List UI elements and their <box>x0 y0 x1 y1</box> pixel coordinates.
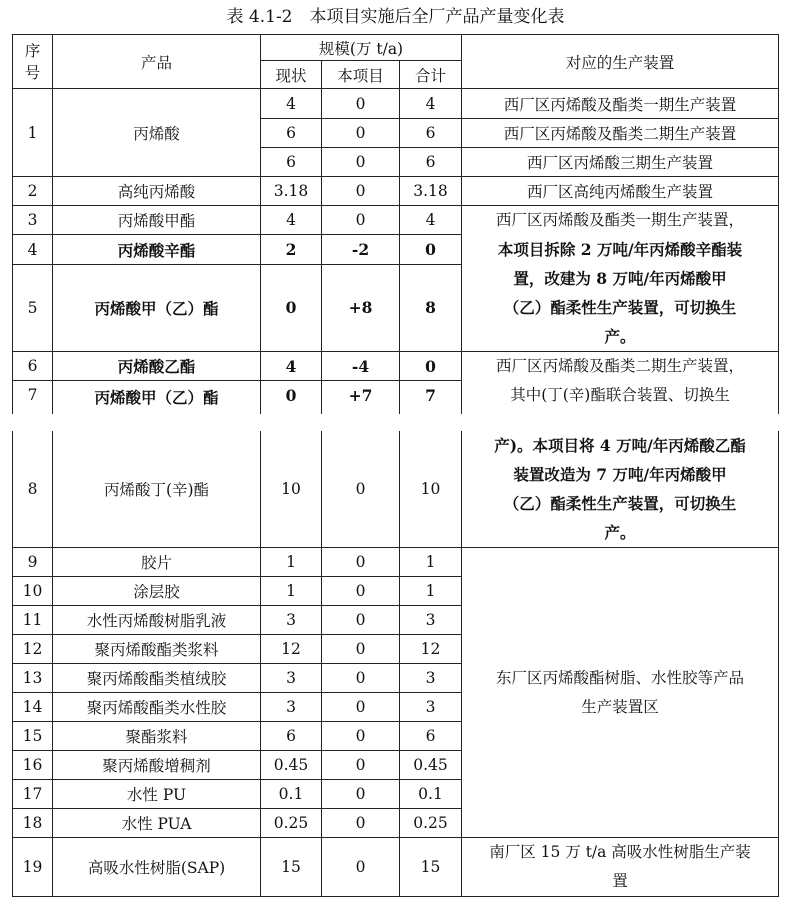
header-device: 对应的生产装置 <box>462 35 779 89</box>
cell-device: 西厂区丙烯酸及酯类二期生产装置 <box>462 119 779 148</box>
row-no: 8 <box>13 431 53 548</box>
device-line: 置 <box>612 872 628 890</box>
row-no: 17 <box>13 780 53 809</box>
row-no: 12 <box>13 635 53 664</box>
cell-project: 0 <box>322 664 400 693</box>
cell-total: 1 <box>400 548 462 577</box>
cell-total: 6 <box>400 722 462 751</box>
row-product: 水性丙烯酸树脂乳液 <box>53 606 261 635</box>
device-line: 产。 <box>604 327 636 346</box>
row-product: 水性 PUA <box>53 809 261 838</box>
cell-device: 西厂区高纯丙烯酸生产装置 <box>462 177 779 206</box>
device-line: 本项目拆除 2 万吨/年丙烯酸辛酯装 <box>497 240 743 259</box>
header-project: 本项目 <box>322 61 400 89</box>
row-no: 7 <box>13 381 53 414</box>
device-line: （乙）酯柔性生产装置，可切换生 <box>503 298 737 317</box>
cell-project: 0 <box>322 838 400 897</box>
cell-current: 3 <box>261 606 322 635</box>
cell-total: 3 <box>400 606 462 635</box>
cell-current: 12 <box>261 635 322 664</box>
row-product: 丙烯酸甲酯 <box>53 206 261 235</box>
row-product: 聚丙烯酸酯类植绒胶 <box>53 664 261 693</box>
cell-current: 3 <box>261 664 322 693</box>
row-no: 14 <box>13 693 53 722</box>
row-product: 丙烯酸丁(辛)酯 <box>53 431 261 548</box>
cell-current: 4 <box>261 352 322 381</box>
cell-project: 0 <box>322 722 400 751</box>
row-no: 16 <box>13 751 53 780</box>
cell-project: 0 <box>322 431 400 548</box>
cell-total: 4 <box>400 89 462 119</box>
row-product: 丙烯酸甲（乙）酯 <box>53 381 261 414</box>
cell-total: 7 <box>400 381 462 414</box>
cell-project: 0 <box>322 606 400 635</box>
row-product: 丙烯酸 <box>53 89 261 177</box>
row-product: 丙烯酸乙酯 <box>53 352 261 381</box>
table-row <box>13 177 779 206</box>
cell-current: 3.18 <box>261 177 322 206</box>
cell-current: 0 <box>261 264 322 351</box>
cell-current: 2 <box>261 235 322 264</box>
cell-device-west1 <box>462 206 779 352</box>
row-product: 丙烯酸辛酯 <box>53 235 261 264</box>
cell-device: 西厂区丙烯酸三期生产装置 <box>462 148 779 177</box>
row-product: 高纯丙烯酸 <box>53 177 261 206</box>
cell-project: -2 <box>322 235 400 264</box>
cell-total: 3 <box>400 693 462 722</box>
row-no: 15 <box>13 722 53 751</box>
cell-current: 4 <box>261 89 322 119</box>
cell-total: 10 <box>400 431 462 548</box>
cell-device-east <box>462 548 779 838</box>
cell-total: 8 <box>400 264 462 351</box>
cell-current: 4 <box>261 206 322 235</box>
device-line: 生产装置区 <box>581 697 659 716</box>
table-row <box>13 431 779 548</box>
table-row <box>13 548 779 577</box>
cell-current: 0 <box>261 381 322 414</box>
cell-total: 15 <box>400 838 462 897</box>
row-no: 2 <box>13 177 53 206</box>
cell-project: 0 <box>322 780 400 809</box>
row-no: 3 <box>13 206 53 235</box>
cell-current: 6 <box>261 119 322 148</box>
device-line: （乙）酯柔性生产装置，可切换生 <box>503 494 737 513</box>
cell-project: 0 <box>322 693 400 722</box>
cell-project: +8 <box>322 264 400 351</box>
cell-current: 0.25 <box>261 809 322 838</box>
cell-current: 0.1 <box>261 780 322 809</box>
cell-current: 3 <box>261 693 322 722</box>
header-scale: 规模(万 t/a) <box>261 35 462 61</box>
row-product: 涂层胶 <box>53 577 261 606</box>
cell-project: 0 <box>322 119 400 148</box>
device-line: 南厂区 15 万 t/a 高吸水性树脂生产装 <box>489 843 751 861</box>
row-no: 4 <box>13 235 53 264</box>
row-no: 10 <box>13 577 53 606</box>
device-line: 产。 <box>604 523 636 542</box>
device-line: 装置改造为 7 万吨/年丙烯酸甲 <box>513 465 727 484</box>
cell-project: 0 <box>322 177 400 206</box>
row-product: 胶片 <box>53 548 261 577</box>
row-product: 聚丙烯酸酯类水性胶 <box>53 693 261 722</box>
cell-project: 0 <box>322 751 400 780</box>
cell-project: 0 <box>322 206 400 235</box>
device-line: 其中(丁(辛)酯联合装置、切换生 <box>510 386 730 404</box>
cell-project: 0 <box>322 577 400 606</box>
header-no: 序 号 <box>13 35 53 89</box>
cell-current: 0.45 <box>261 751 322 780</box>
cell-device: 西厂区丙烯酸及酯类一期生产装置 <box>462 89 779 119</box>
cell-project: -4 <box>322 352 400 381</box>
cell-device-west2-top <box>462 352 779 414</box>
row-no: 6 <box>13 352 53 381</box>
row-product: 聚酯浆料 <box>53 722 261 751</box>
cell-total: 6 <box>400 119 462 148</box>
cell-device-west2-bottom <box>462 431 779 548</box>
cell-total: 1 <box>400 577 462 606</box>
cell-project: 0 <box>322 148 400 177</box>
cell-current: 15 <box>261 838 322 897</box>
cell-total: 4 <box>400 206 462 235</box>
cell-current: 10 <box>261 431 322 548</box>
header-row <box>13 35 779 61</box>
table-row <box>13 89 779 119</box>
cell-total: 0.25 <box>400 809 462 838</box>
device-line: 置，改建为 8 万吨/年丙烯酸甲 <box>513 269 727 288</box>
row-product: 水性 PU <box>53 780 261 809</box>
table-row <box>13 838 779 897</box>
table-row <box>13 206 779 235</box>
cell-project: +7 <box>322 381 400 414</box>
cell-total: 6 <box>400 148 462 177</box>
cell-project: 0 <box>322 548 400 577</box>
product-table-part2 <box>12 431 779 897</box>
row-no: 11 <box>13 606 53 635</box>
device-line: 西厂区丙烯酸及酯类二期生产装置， <box>496 357 745 375</box>
cell-current: 6 <box>261 722 322 751</box>
cell-total: 0.45 <box>400 751 462 780</box>
cell-current: 1 <box>261 548 322 577</box>
header-total: 合计 <box>400 61 462 89</box>
table-row <box>13 352 779 381</box>
header-current: 现状 <box>261 61 322 89</box>
cell-current: 1 <box>261 577 322 606</box>
cell-total: 0 <box>400 352 462 381</box>
cell-project: 0 <box>322 809 400 838</box>
cell-project: 0 <box>322 89 400 119</box>
row-no: 13 <box>13 664 53 693</box>
cell-total: 3 <box>400 664 462 693</box>
row-no: 19 <box>13 838 53 897</box>
cell-current: 6 <box>261 148 322 177</box>
row-product: 高吸水性树脂(SAP) <box>53 838 261 897</box>
cell-total: 0.1 <box>400 780 462 809</box>
device-line: 产)。本项目将 4 万吨/年丙烯酸乙酯 <box>494 436 746 455</box>
row-product: 聚丙烯酸增稠剂 <box>53 751 261 780</box>
row-product: 聚丙烯酸酯类浆料 <box>53 635 261 664</box>
row-no: 1 <box>13 89 53 177</box>
cell-project: 0 <box>322 635 400 664</box>
row-no: 5 <box>13 264 53 351</box>
device-line: 东厂区丙烯酸酯树脂、水性胶等产品 <box>495 668 744 687</box>
product-table-part1 <box>12 34 779 414</box>
cell-total: 3.18 <box>400 177 462 206</box>
table-caption: 表 4.1-2 本项目实施后全厂产品产量变化表 <box>226 7 565 27</box>
row-no: 18 <box>13 809 53 838</box>
device-line: 西厂区丙烯酸及酯类一期生产装置， <box>496 211 745 229</box>
row-product: 丙烯酸甲（乙）酯 <box>53 264 261 351</box>
cell-device-south <box>462 838 779 897</box>
header-product: 产品 <box>53 35 261 89</box>
cell-total: 0 <box>400 235 462 264</box>
cell-total: 12 <box>400 635 462 664</box>
row-no: 9 <box>13 548 53 577</box>
